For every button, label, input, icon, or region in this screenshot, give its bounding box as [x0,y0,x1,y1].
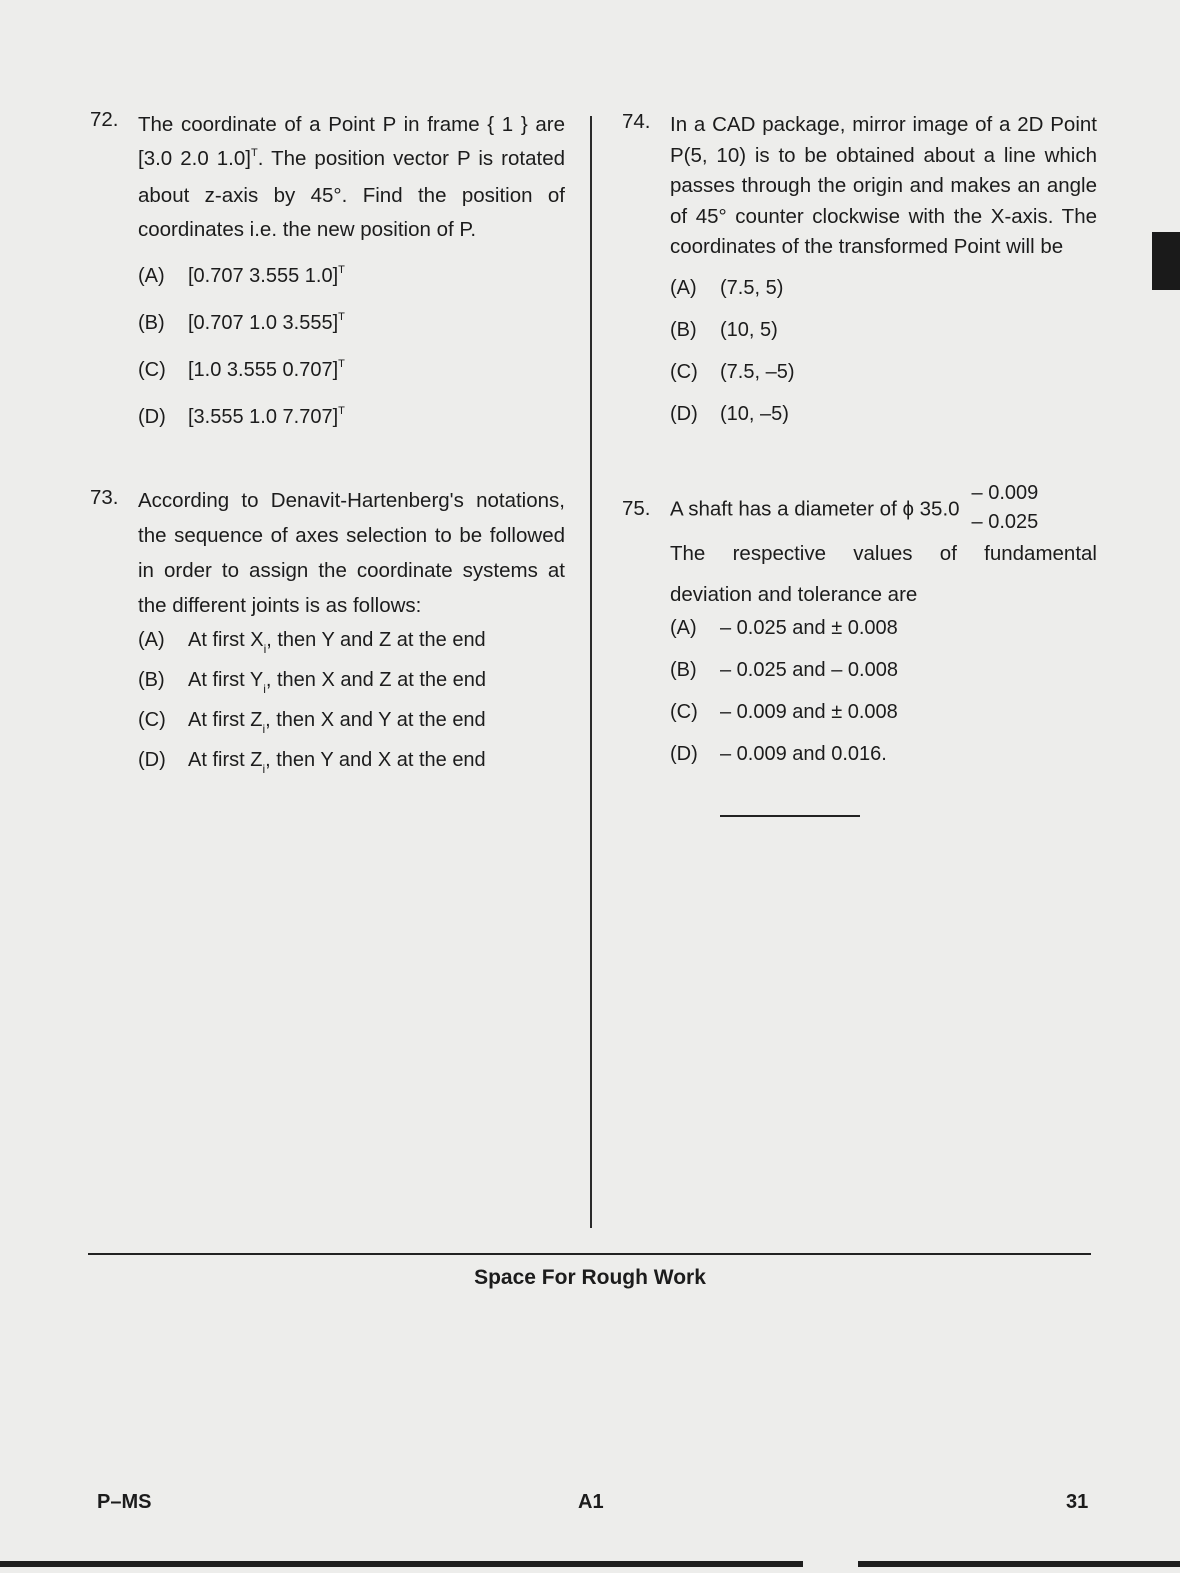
option-a: (A) (7.5, 5) [670,276,784,299]
question-continuation: The respective values of fundamental deviation and tolerance are [670,541,1097,606]
option-a: (A) At first $X_i$, then Y and Z at the end [138,629,486,656]
options-list [138,265,565,453]
question-text [670,481,1097,615]
option-b: (B) (10, 5) [670,318,778,341]
question-text: In a CAD package, mirror image of a 2D Point P(5, 10) is to be obtained about a line which passes through the origin and makes an angle of 45° counter clockwise with the X-axis. The coordinates of the transformed Point will be [670,113,1097,258]
option-c: (C) – 0.009 and ± 0.008 [670,700,898,723]
question-74 [622,108,1097,445]
option-b: (B) – 0.025 and – 0.008 [670,658,898,681]
end-of-section-line [720,815,860,817]
footer-set: A1 [578,1491,604,1513]
option-c: (C) [1.0 3.555 0.707]$^T$ [138,358,345,381]
tolerance-upper: – 0.009 [971,481,1039,504]
left-column [90,108,565,789]
rough-work-heading: Space For Rough Work [474,1266,706,1289]
footer-code: P–MS [97,1491,152,1513]
question-75 [622,481,1097,817]
bottom-edge-bar [0,1561,803,1567]
question-number: 73. [90,486,119,509]
option-d: (D) (10, –5) [670,402,789,425]
bottom-edge-bar [858,1561,1180,1567]
rough-work-divider [88,1253,1091,1255]
option-c: (C) (7.5, –5) [670,360,795,383]
tolerance-lower: – 0.025 [971,510,1039,533]
option-a: (A) [0.707 3.555 1.0]$^T$ [138,264,345,287]
page-number: 31 [1066,1491,1089,1513]
edge-marker [1152,232,1180,290]
question-text: The coordinate of a Point P in frame { 1 } are [3.0 2.0 1.0]$^T$. The position vector P is rotated about z-axis by 45°. Find the position of coordinates i.e. the new position of P. [138,113,565,241]
option-a: (A) – 0.025 and ± 0.008 [670,616,898,639]
option-b: (B) At first $Y_i$, then X and Z at the end [138,669,487,696]
options-list [670,617,1097,785]
question-number: 74. [622,110,651,133]
tolerance-stack [972,479,1039,537]
option-d: (D) – 0.009 and 0.016. [670,742,887,765]
option-b: (B) [0.707 1.0 3.555]$^T$ [138,311,345,334]
options-list [670,277,1097,445]
option-d: (D) [3.555 1.0 7.707]$^T$ [138,405,345,428]
question-text: According to Denavit-Hartenberg's notations, the sequence of axes selection to be followed in order to assign the coordinate systems at the different joints is as follows: [138,489,565,617]
option-c: (C) At first $Z_i$, then X and Y at the end [138,709,486,736]
diameter-line: A shaft has a diameter of ϕ 35.0 – 0.009 – 0.025 [670,481,1097,539]
option-d: (D) At first $Z_i$, then Y and X at the end [138,749,486,776]
question-73 [90,483,565,789]
question-72 [90,108,565,453]
options-list [138,629,565,789]
question-number: 75. [622,496,651,520]
right-column [622,108,1097,817]
question-number: 72. [90,108,119,131]
column-divider [590,116,592,1228]
